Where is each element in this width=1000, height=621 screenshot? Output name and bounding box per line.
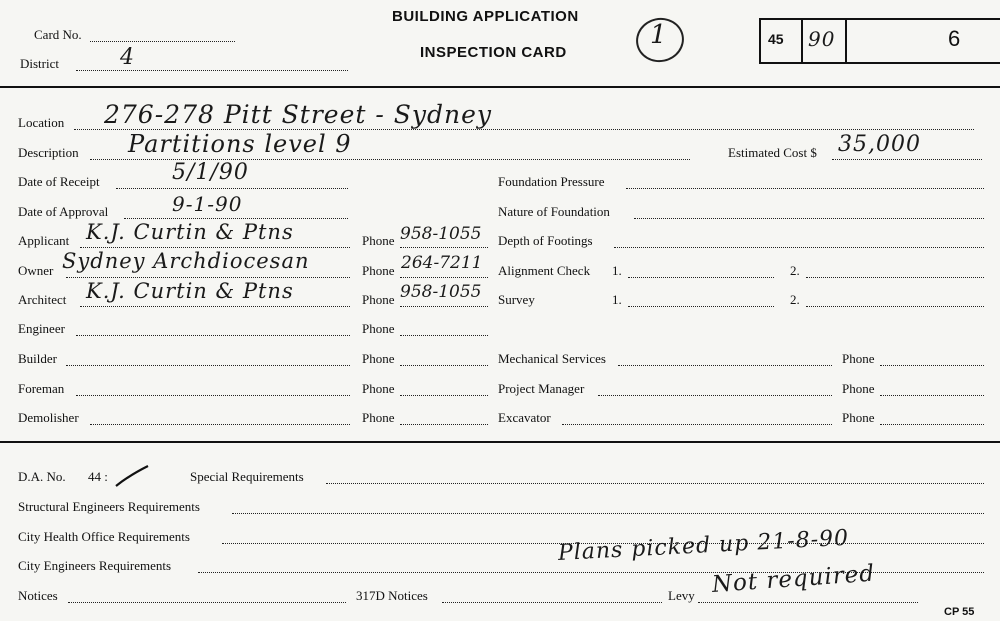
district-field[interactable] xyxy=(76,70,348,71)
excavator-label: Excavator xyxy=(498,410,551,425)
alignment-check-label: Alignment Check xyxy=(498,263,591,278)
date-of-approval-field[interactable] xyxy=(124,218,348,219)
foreman-phone-label: Phone xyxy=(362,381,395,396)
location-label: Location xyxy=(18,115,65,130)
architect-label: Architect xyxy=(18,292,67,307)
nature-of-foundation-field[interactable] xyxy=(634,218,984,219)
description-label: Description xyxy=(18,145,79,160)
alignment-check-2-field[interactable] xyxy=(806,277,984,278)
foreman-label: Foreman xyxy=(18,381,65,396)
builder-phone-field[interactable] xyxy=(400,365,488,366)
code-divider-2 xyxy=(845,18,847,62)
demolisher-field[interactable] xyxy=(90,424,350,425)
engineer-field[interactable] xyxy=(76,335,350,336)
alignment-check-1-field[interactable] xyxy=(628,277,774,278)
location-value: 276-278 Pitt Street - Sydney xyxy=(104,100,493,129)
applicant-phone-label: Phone xyxy=(362,233,395,248)
engineer-phone-field[interactable] xyxy=(400,335,488,336)
mechanical-phone-field[interactable] xyxy=(880,365,984,366)
foundation-pressure-field[interactable] xyxy=(626,188,984,189)
code-box-mid: 90 xyxy=(808,27,836,51)
demolisher-phone-label: Phone xyxy=(362,410,395,425)
engineer-label: Engineer xyxy=(18,321,65,336)
levy-value: Not required xyxy=(711,560,876,598)
district-label: District xyxy=(20,56,59,71)
demolisher-label: Demolisher xyxy=(18,410,79,425)
da-no-value: 44 : xyxy=(88,469,108,484)
survey-2-label: 2. xyxy=(790,292,800,307)
applicant-value: K.J. Curtin & Ptns xyxy=(86,220,294,244)
levy-label: Levy xyxy=(668,588,695,603)
applicant-label: Applicant xyxy=(18,233,70,248)
notices-317d-label: 317D Notices xyxy=(356,588,428,603)
owner-field[interactable] xyxy=(66,277,350,278)
project-manager-field[interactable] xyxy=(598,395,832,396)
architect-phone-label: Phone xyxy=(362,292,395,307)
owner-phone-value: 264-7211 xyxy=(401,253,483,273)
foundation-pressure-label: Foundation Pressure xyxy=(498,174,605,189)
card-no-label: Card No. xyxy=(34,27,82,42)
architect-phone-value: 958-1055 xyxy=(400,282,482,302)
date-of-approval-value: 9-1-90 xyxy=(172,192,243,216)
special-requirements-label: Special Requirements xyxy=(190,469,304,484)
title-line2: INSPECTION CARD xyxy=(420,44,567,61)
project-manager-phone-label: Phone xyxy=(842,381,875,396)
notices-label: Notices xyxy=(18,588,58,603)
builder-label: Builder xyxy=(18,351,57,366)
owner-phone-field[interactable] xyxy=(400,277,488,278)
structural-field[interactable] xyxy=(232,513,984,514)
foreman-phone-field[interactable] xyxy=(400,395,488,396)
date-of-receipt-value: 5/1/90 xyxy=(172,160,249,185)
mechanical-services-field[interactable] xyxy=(618,365,832,366)
owner-value: Sydney Archdiocesan xyxy=(62,249,310,273)
owner-label: Owner xyxy=(18,263,54,278)
code-box-right: 6 xyxy=(948,26,961,51)
form-code: CP 55 xyxy=(944,606,975,618)
title-line1: BUILDING APPLICATION xyxy=(392,8,579,25)
applicant-phone-field[interactable] xyxy=(400,247,488,248)
mechanical-phone-label: Phone xyxy=(842,351,875,366)
architect-value: K.J. Curtin & Ptns xyxy=(86,279,294,303)
top-rule xyxy=(0,86,1000,88)
owner-phone-label: Phone xyxy=(362,263,395,278)
nature-of-foundation-label: Nature of Foundation xyxy=(498,204,610,219)
notices-field[interactable] xyxy=(68,602,346,603)
estimated-cost-value: 35,000 xyxy=(838,132,921,157)
architect-field[interactable] xyxy=(80,306,350,307)
circled-number: 1 xyxy=(650,20,668,50)
applicant-phone-value: 958-1055 xyxy=(400,224,482,244)
demolisher-phone-field[interactable] xyxy=(400,424,488,425)
estimated-cost-field[interactable] xyxy=(832,159,982,160)
levy-field[interactable] xyxy=(698,602,918,603)
notices-317d-field[interactable] xyxy=(442,602,662,603)
city-engineers-label: City Engineers Requirements xyxy=(18,558,172,573)
survey-2-field[interactable] xyxy=(806,306,984,307)
date-of-receipt-label: Date of Receipt xyxy=(18,174,100,189)
code-box-left: 45 xyxy=(768,31,784,47)
depth-of-footings-label: Depth of Footings xyxy=(498,233,593,248)
alignment-check-2-label: 2. xyxy=(790,263,800,278)
alignment-check-1-label: 1. xyxy=(612,263,622,278)
structural-label: Structural Engineers Requirements xyxy=(18,499,200,514)
da-no-tick-mark xyxy=(112,464,152,490)
architect-phone-field[interactable] xyxy=(400,306,488,307)
survey-1-label: 1. xyxy=(612,292,622,307)
date-of-receipt-field[interactable] xyxy=(116,188,348,189)
foreman-field[interactable] xyxy=(76,395,350,396)
survey-label: Survey xyxy=(498,292,535,307)
card-code-box xyxy=(759,18,1000,64)
mechanical-services-label: Mechanical Services xyxy=(498,351,606,366)
builder-field[interactable] xyxy=(66,365,350,366)
applicant-field[interactable] xyxy=(80,247,350,248)
project-manager-label: Project Manager xyxy=(498,381,585,396)
description-value: Partitions level 9 xyxy=(128,130,352,158)
estimated-cost-label: Estimated Cost $ xyxy=(728,145,817,160)
excavator-phone-label: Phone xyxy=(842,410,875,425)
special-requirements-field[interactable] xyxy=(326,483,984,484)
project-manager-phone-field[interactable] xyxy=(880,395,984,396)
engineer-phone-label: Phone xyxy=(362,321,395,336)
date-of-approval-label: Date of Approval xyxy=(18,204,109,219)
card-no-field[interactable] xyxy=(90,41,235,42)
builder-phone-label: Phone xyxy=(362,351,395,366)
excavator-phone-field[interactable] xyxy=(880,424,984,425)
survey-1-field[interactable] xyxy=(628,306,774,307)
city-engineers-value: Plans picked up 21-8-90 xyxy=(557,525,850,566)
depth-of-footings-field[interactable] xyxy=(614,247,984,248)
health-label: City Health Office Requirements xyxy=(18,529,190,544)
district-value: 4 xyxy=(120,45,135,70)
excavator-field[interactable] xyxy=(562,424,832,425)
da-no-label: D.A. No. xyxy=(18,469,66,484)
middle-rule xyxy=(0,441,1000,443)
code-divider-1 xyxy=(801,18,803,62)
